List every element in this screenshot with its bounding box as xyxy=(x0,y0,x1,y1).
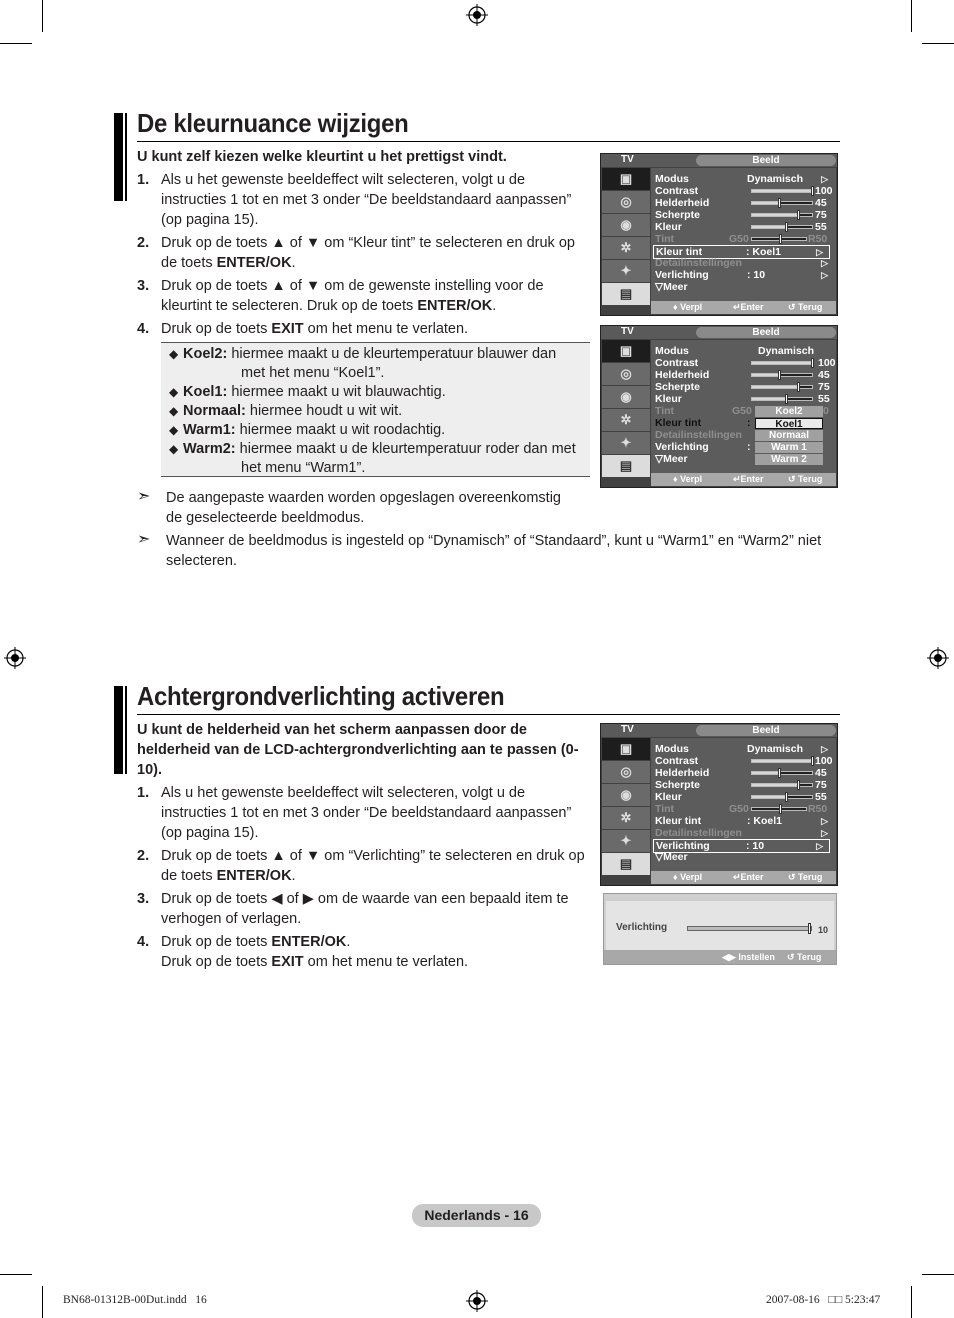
option-item: ◆ Koel2: hiermee maakt u de kleurtemperatuur blauwer dan met het menu “Koel1”. xyxy=(169,346,557,381)
crop-mark xyxy=(911,1286,912,1318)
crop-mark xyxy=(911,0,912,32)
setup-icon[interactable]: ✲ xyxy=(602,237,650,259)
sound-icon[interactable]: ◎ xyxy=(602,191,650,213)
picture-icon[interactable]: ▣ xyxy=(602,340,650,362)
input-icon[interactable]: ✦ xyxy=(602,432,650,454)
option-item: ◆ Normaal: hiermee houdt u wit wit. xyxy=(169,403,403,419)
diamond-bullet-icon: ◆ xyxy=(169,423,179,437)
option-item: ◆ Koel1: hiermee maakt u wit blauwachtig. xyxy=(169,384,446,400)
section-rule xyxy=(137,141,840,142)
diamond-bullet-icon: ◆ xyxy=(169,347,179,361)
menu-row-meer[interactable]: ▽Meer xyxy=(655,851,688,863)
menu-row-contrast[interactable]: Contrast 100 xyxy=(655,755,833,767)
diamond-bullet-icon: ◆ xyxy=(169,404,179,418)
menu-row-contrast[interactable]: Contrast 100 xyxy=(655,357,836,369)
setup-icon[interactable]: ✲ xyxy=(602,807,650,829)
registration-mark-icon xyxy=(927,647,949,669)
menu-row-verlichting[interactable]: Verlichting : 10 ▷ xyxy=(655,269,828,281)
menu-panel xyxy=(651,340,836,473)
menu-panel xyxy=(651,168,836,301)
menu-row-detail: Detailinstellingen xyxy=(655,429,742,441)
tv-menu-screen-dropdown xyxy=(600,325,838,488)
menu-row-modus[interactable]: Modus Dynamisch ▷ xyxy=(655,743,828,755)
app-icon[interactable]: ▤ xyxy=(602,283,650,305)
tab-beeld[interactable]: Beeld xyxy=(696,327,836,338)
tab-beeld[interactable]: Beeld xyxy=(696,725,836,736)
menu-header: TV Beeld xyxy=(601,326,837,339)
dropdown-option-selected[interactable]: Koel1 xyxy=(755,418,823,429)
sound-icon[interactable]: ◎ xyxy=(602,761,650,783)
tv-menu-screen xyxy=(600,153,838,316)
sound-icon[interactable]: ◎ xyxy=(602,363,650,385)
slider-label: Verlichting xyxy=(616,922,668,933)
page-number-badge: Nederlands - 16 xyxy=(412,1204,541,1227)
section-marker xyxy=(114,113,127,201)
slider-value: 10 xyxy=(818,925,829,935)
registration-mark-icon xyxy=(466,4,488,26)
dropdown-option[interactable]: Koel2 xyxy=(755,406,823,417)
menu-header: TV Beeld xyxy=(601,724,837,737)
menu-row-meer[interactable]: ▽Meer xyxy=(655,281,688,293)
note-arrow-icon: ➣ xyxy=(137,531,151,548)
option-item: ◆ Warm1: hiermee maakt u wit roodachtig. xyxy=(169,422,446,438)
menu-row-detail: Detailinstellingen ▷ xyxy=(655,257,828,269)
menu-row-modus[interactable]: Modus Dynamisch ▷ xyxy=(655,173,828,185)
menu-row-helderheid[interactable]: Helderheid 45 xyxy=(655,767,827,779)
section-marker xyxy=(114,686,127,774)
channel-icon[interactable]: ◉ xyxy=(602,386,650,408)
section-intro: U kunt de helderheid van het scherm aanpassen door de helderheid van de LCD-achtergrondverlichting aan te passen (0-10). xyxy=(137,722,579,778)
menu-row-helderheid[interactable]: Helderheid 45 xyxy=(655,197,827,209)
verlichting-slider[interactable] xyxy=(687,926,812,931)
menu-sidebar xyxy=(602,340,650,478)
tab-beeld[interactable]: Beeld xyxy=(696,155,836,166)
menu-footer: ♦ Verpl ↵Enter ↺ Terug xyxy=(651,301,836,314)
step-list xyxy=(137,783,587,975)
app-icon[interactable]: ▤ xyxy=(602,853,650,875)
registration-mark-icon xyxy=(466,1290,488,1312)
kleurtint-dropdown[interactable] xyxy=(755,406,823,466)
channel-icon[interactable]: ◉ xyxy=(602,214,650,236)
menu-row-kleurtint[interactable]: Kleur tint : xyxy=(655,417,751,429)
menu-row-kleur[interactable]: Kleur 55 xyxy=(655,221,827,233)
setup-icon[interactable]: ✲ xyxy=(602,409,650,431)
picture-icon[interactable]: ▣ xyxy=(602,168,650,190)
app-icon[interactable]: ▤ xyxy=(602,455,650,477)
step-item: 3. Druk op de toets ▲ of ▼ om de gewenste instelling voor de kleurtint te selecteren. Druk op de toets ENTER/OK. xyxy=(137,278,544,314)
menu-row-scherpte[interactable]: Scherpte 75 xyxy=(655,779,827,791)
registration-mark-icon xyxy=(4,647,26,669)
menu-panel xyxy=(651,738,836,871)
slider-footer: ◀▶ Instellen ↺ Terug xyxy=(604,950,836,964)
menu-header: TV Beeld xyxy=(601,154,837,167)
menu-row-verlichting[interactable]: Verlichting : xyxy=(655,441,751,453)
menu-row-kleur[interactable]: Kleur 55 xyxy=(655,393,830,405)
diamond-bullet-icon: ◆ xyxy=(169,442,179,456)
input-icon[interactable]: ✦ xyxy=(602,260,650,282)
section-intro: U kunt zelf kiezen welke kleurtint u het prettigst vindt. xyxy=(137,149,507,165)
note: ➣ De aangepaste waarden worden opgeslagen overeenkomstig de geselecteerde beeldmodus. xyxy=(137,488,561,526)
menu-row-helderheid[interactable]: Helderheid 45 xyxy=(655,369,830,381)
menu-row-modus[interactable]: Modus Dynamisch xyxy=(655,345,815,357)
menu-footer: ♦ Verpl ↵Enter ↺ Terug xyxy=(651,473,836,486)
section-rule xyxy=(137,714,840,715)
diamond-bullet-icon: ◆ xyxy=(169,385,179,399)
verlichting-slider-screen xyxy=(603,893,837,965)
dropdown-option[interactable]: Normaal xyxy=(755,430,823,441)
option-item: ◆ Warm2: hiermee maakt u de kleurtemperatuur roder dan met het menu “Warm1”. xyxy=(169,441,576,476)
option-box xyxy=(161,342,590,477)
menu-row-verlichting[interactable]: Verlichting : 10 ▷ xyxy=(653,839,830,853)
menu-sidebar xyxy=(602,738,650,876)
step-item: 1. Als u het gewenste beeldeffect wilt selecteren, volgt u de instructies 1 tot en met 3 onder “De beeldstandaard aanpassen” (op pagina 15). xyxy=(137,785,572,841)
input-icon[interactable]: ✦ xyxy=(602,830,650,852)
menu-row-tint: Tint G50 0 xyxy=(655,405,829,417)
file-slug: BN68-01312B-00Dut.indd 16 xyxy=(63,1294,207,1306)
step-item: 2. Druk op de toets ▲ of ▼ om “Kleur tint” te selecteren en druk op de toets ENTER/OK. xyxy=(137,235,575,271)
step-item: 2. Druk op de toets ▲ of ▼ om “Verlichting” te selecteren en druk op de toets ENTER/OK. xyxy=(137,848,585,884)
date-slug: 2007-08-16 □□ 5:23:47 xyxy=(766,1294,881,1306)
menu-sidebar xyxy=(602,168,650,306)
crop-mark xyxy=(922,43,954,44)
crop-mark xyxy=(0,1274,32,1275)
section-title: Achtergrondverlichting activeren xyxy=(137,681,505,711)
menu-row-tint: Tint G50 R50 xyxy=(655,803,828,815)
step-item: 4. Druk op de toets EXIT om het menu te verlaten. xyxy=(137,321,469,337)
note: ➣ Wanneer de beeldmodus is ingesteld op “Dynamisch” of “Standaard”, kunt u “Warm1” en “Warm2” niet selecteren. xyxy=(137,531,822,569)
menu-row-detail: Detailinstellingen ▷ xyxy=(655,827,828,839)
menu-row-kleurtint[interactable]: Kleur tint : Koel1 ▷ xyxy=(653,245,830,259)
channel-icon[interactable]: ◉ xyxy=(602,784,650,806)
dropdown-option[interactable]: Warm 2 xyxy=(755,454,823,465)
menu-row-meer[interactable]: ▽Meer xyxy=(655,453,688,465)
menu-row-scherpte[interactable]: Scherpte 75 xyxy=(655,209,827,221)
note-arrow-icon: ➣ xyxy=(137,488,151,505)
dropdown-option[interactable]: Warm 1 xyxy=(755,442,823,453)
menu-row-tint: Tint G50 R50 xyxy=(655,233,828,245)
crop-mark xyxy=(0,43,32,44)
crop-mark xyxy=(42,0,43,32)
step-item: 1. Als u het gewenste beeldeffect wilt selecteren, volgt u de instructies 1 tot en met 3 onder “De beeldstandaard aanpassen” (op pagina 15). xyxy=(137,172,572,228)
crop-mark xyxy=(922,1274,954,1275)
menu-row-kleurtint[interactable]: Kleur tint : Koel1 ▷ xyxy=(655,815,828,827)
step-item: 3. Druk op de toets ◀ of ▶ om de waarde van een bepaald item te verhogen of verlagen. xyxy=(137,891,569,927)
step-item: 4. Druk op de toets ENTER/OK. Druk op de toets EXIT om het menu te verlaten. xyxy=(137,934,469,970)
tv-menu-screen xyxy=(600,723,838,886)
menu-row-kleur[interactable]: Kleur 55 xyxy=(655,791,827,803)
crop-mark xyxy=(42,1286,43,1318)
section-title: De kleurnuance wijzigen xyxy=(137,108,409,138)
menu-footer: ♦ Verpl ↵Enter ↺ Terug xyxy=(651,871,836,884)
menu-row-contrast[interactable]: Contrast 100 xyxy=(655,185,833,197)
step-list xyxy=(137,170,587,342)
slider-handle[interactable] xyxy=(808,923,811,934)
menu-row-scherpte[interactable]: Scherpte 75 xyxy=(655,381,830,393)
picture-icon[interactable]: ▣ xyxy=(602,738,650,760)
